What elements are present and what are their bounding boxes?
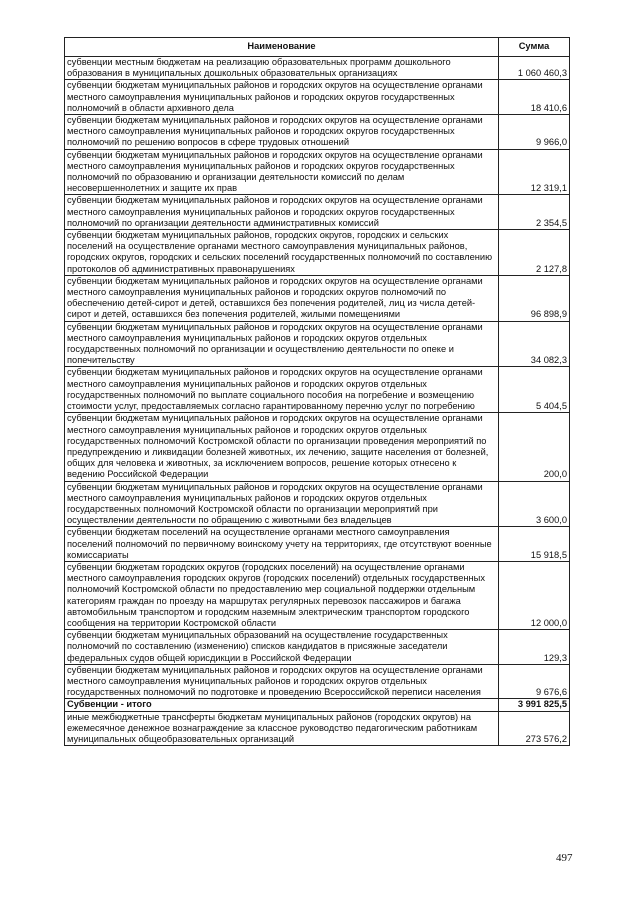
row-name: субвенции бюджетам поселений на осуществление органами местного самоуправления поселений полномочий по первичному воинскому учету на территориях, где отсутствуют военные комиссариаты: [65, 527, 499, 562]
name-column-header: Наименование: [65, 38, 499, 57]
amount-column-header: Сумма: [499, 38, 570, 57]
total-label: Субвенции - итого: [65, 699, 499, 711]
table-row: [65, 275, 570, 321]
table-row: [65, 413, 570, 481]
table-row: [65, 481, 570, 527]
row-name: иные межбюджетные трансферты бюджетам муниципальных районов (городских округов) на ежемесячное денежное вознаграждение за классное руководство педагогическим работникам муниципальных общеобразовательных организаций: [65, 711, 499, 746]
row-name: субвенции бюджетам муниципальных районов и городских округов на осуществление органами местного самоуправления муниципальных районов и городских округов отдельных государственных полномочий Костромской области по организации мероприятий при осуществлении деятельности по обращению с животными без владельцев: [65, 481, 499, 527]
row-name: субвенции бюджетам муниципальных районов и городских округов на осуществление органами местного самоуправления муниципальных районов и городских округов отдельных государственных полномочий по организации и осуществлению деятельности по опеке и попечительству: [65, 321, 499, 367]
row-amount: 18 410,6: [499, 80, 570, 115]
row-amount: 273 576,2: [499, 711, 570, 746]
page-number: 497: [556, 852, 573, 864]
row-amount: 9 676,6: [499, 664, 570, 699]
table-row: [65, 230, 570, 276]
row-name: субвенции местным бюджетам на реализацию образовательных программ дошкольного образования в муниципальных дошкольных образовательных организациях: [65, 57, 499, 80]
table-row: [65, 711, 570, 746]
table-row: [65, 527, 570, 562]
row-amount: 200,0: [499, 413, 570, 481]
table-row: [65, 57, 570, 80]
row-amount: 12 000,0: [499, 561, 570, 629]
table-row: [65, 149, 570, 195]
row-name: субвенции бюджетам муниципальных районов, городских округов, городских и сельских поселений на осуществление органами местного самоуправления муниципальных районов, городских округов, городских и сельских поселений государственных полномочий по составлению протоколов об административных правонарушениях: [65, 230, 499, 276]
table-row: [65, 80, 570, 115]
row-name: субвенции бюджетам муниципальных районов и городских округов на осуществление органами местного самоуправления муниципальных районов и городских округов государственных полномочий по решению вопросов в сфере трудовых отношений: [65, 115, 499, 150]
table-row: [65, 561, 570, 629]
table-row: [65, 115, 570, 150]
row-name: субвенции бюджетам муниципальных районов и городских округов на осуществление органами местного самоуправления муниципальных районов и городских округов государственных полномочий по образованию и организации деятельности комиссий по делам несовершеннолетних и защите их прав: [65, 149, 499, 195]
row-name: субвенции бюджетам муниципальных образований на осуществление государственных полномочий по составлению (изменению) списков кандидатов в присяжные заседатели федеральных судов общей юрисдикции в Российской Федерации: [65, 630, 499, 665]
row-name: субвенции бюджетам городских округов (городских поселений) на осуществление органами местного самоуправления городских округов (городских поселений) отдельных государственных полномочий Костромской области по предоставлению мер социальной поддержки отдельным категориям граждан по проезду на маршрутах регулярных перевозок пассажиров и багажа автомобильным транспортом и городским наземным электрическим транспортом городского сообщения на территории Костромской области: [65, 561, 499, 629]
row-name: субвенции бюджетам муниципальных районов и городских округов на осуществление органами местного самоуправления муниципальных районов и городских округов государственных полномочий в области архивного дела: [65, 80, 499, 115]
row-amount: 12 319,1: [499, 149, 570, 195]
table-header-row: [65, 38, 570, 57]
row-name: субвенции бюджетам муниципальных районов и городских округов на осуществление органами местного самоуправления муниципальных районов и городских округов отдельных государственных полномочий Костромской области по организации проведения мероприятий по предупреждению и ликвидации болезней животных, их лечению, защите населения от болезней, общих для человека и животных, за исключением вопросов, решение которых отнесено к ведению Российской Федерации: [65, 413, 499, 481]
row-amount: 3 600,0: [499, 481, 570, 527]
total-amount: 3 991 825,5: [499, 699, 570, 711]
table-row: [65, 664, 570, 699]
table-row: [65, 321, 570, 367]
table-row: [65, 367, 570, 413]
row-name: субвенции бюджетам муниципальных районов и городских округов на осуществление органами местного самоуправления муниципальных районов и городских округов отдельных государственных полномочий по подготовке и проведению Всероссийской переписи населения: [65, 664, 499, 699]
row-name: субвенции бюджетам муниципальных районов и городских округов на осуществление органами местного самоуправления муниципальных районов и городских округов полномочий по обеспечению детей-сирот и детей, оставшихся без попечения родителей, лиц из числа детей-сирот и детей, оставшихся без попечения родителей, жилыми помещениями: [65, 275, 499, 321]
budget-table: [64, 37, 570, 746]
total-row: [65, 699, 570, 711]
row-name: субвенции бюджетам муниципальных районов и городских округов на осуществление органами местного самоуправления муниципальных районов и городских округов отдельных государственных полномочий по выплате социального пособия на погребение и возмещению стоимости услуг, предоставляемых согласно гарантированному перечню услуг по погребению: [65, 367, 499, 413]
row-amount: 15 918,5: [499, 527, 570, 562]
row-amount: 9 966,0: [499, 115, 570, 150]
row-amount: 34 082,3: [499, 321, 570, 367]
row-name: субвенции бюджетам муниципальных районов и городских округов на осуществление органами местного самоуправления муниципальных районов и городских округов государственных полномочий по организации деятельности административных комиссий: [65, 195, 499, 230]
row-amount: 1 060 460,3: [499, 57, 570, 80]
row-amount: 96 898,9: [499, 275, 570, 321]
row-amount: 2 354,5: [499, 195, 570, 230]
row-amount: 129,3: [499, 630, 570, 665]
row-amount: 2 127,8: [499, 230, 570, 276]
table-row: [65, 630, 570, 665]
row-amount: 5 404,5: [499, 367, 570, 413]
table-row: [65, 195, 570, 230]
